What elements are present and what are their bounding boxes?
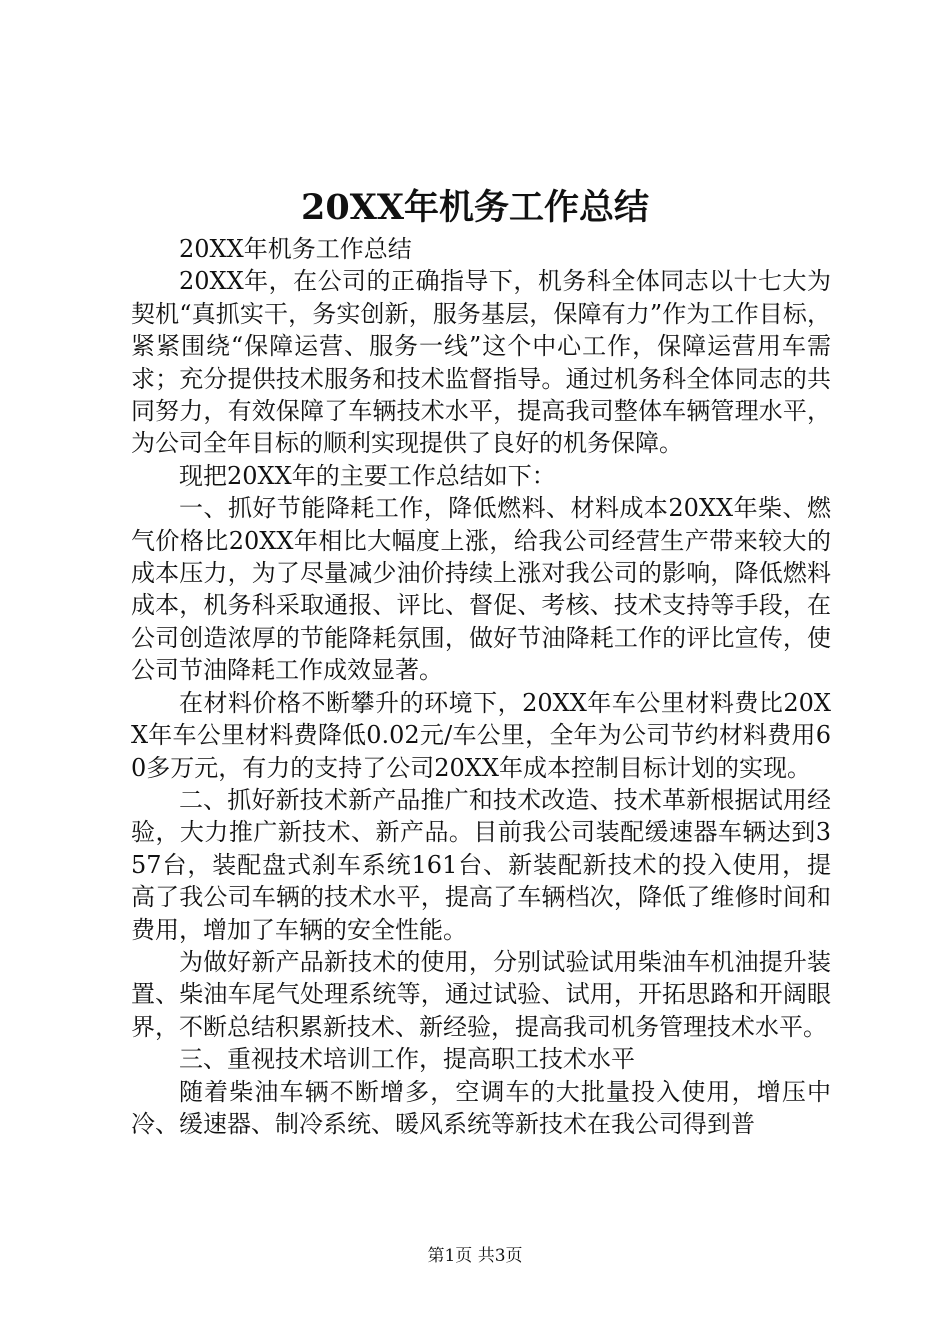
paragraph-section-3: 三、重视技术培训工作，提高职工技术水平 xyxy=(179,1045,635,1074)
paragraph-section-1: 一、抓好节能降耗工作，降低燃料、材料成本20XX年柴、燃气价格比20XX年相比大幅度上涨，给我公司经营生产带来较大的成本压力，为了尽量减少油价持续上涨对我公司的影响，降低燃料成本，机务科采取通报、评比、督促、考核、技术支持等手段，在公司创造浓厚的节能降耗氛围，做好节油降耗工作的评比宣传，使公司节油降耗工作成效显著。 xyxy=(131,494,831,685)
paragraph-new-products: 为做好新产品新技术的使用，分别试验试用柴油车机油提升装置、柴油车尾气处理系统等，通过试验、试用，开拓思路和开阔眼界，不断总结积累新技术、新经验，提高我司机务管理技术水平。 xyxy=(131,947,831,1041)
paragraph-materials: 在材料价格不断攀升的环境下，20XX年车公里材料费比20XX年车公里材料费降低0.02元/车公里，全年为公司节约材料费用60多万元，有力的支持了公司20XX年成本控制目标计划的实现。 xyxy=(131,688,831,782)
paragraph-summary-lead: 现把20XX年的主要工作总结如下： xyxy=(179,461,556,490)
paragraph-section-2: 二、抓好新技术新产品推广和技术改造、技术革新根据试用经验，大力推广新技术、新产品。目前我公司装配缓速器车辆达到357台，装配盘式刹车系统161台、新装配新技术的投入使用，提高了我公司车辆的技术水平，提高了车辆档次，降低了维修时间和费用，增加了车辆的安全性能。 xyxy=(131,785,831,944)
page-footer: 第1页 共3页 xyxy=(427,1246,523,1266)
document-body xyxy=(131,233,831,1140)
paragraph-training: 随着柴油车辆不断增多，空调车的大批量投入使用，增压中冷、缓速器、制冷系统、暖风系统等新技术在我公司得到普 xyxy=(131,1077,831,1138)
paragraph-intro: 20XX年，在公司的正确指导下，机务科全体同志以十七大为契机“真抓实干，务实创新，服务基层，保障有力”作为工作目标，紧紧围绕“保障运营、服务一线”这个中心工作，保障运营用车需求；充分提供技术服务和技术监督指导。通过机务科全体同志的共同努力，有效保障了车辆技术水平，提高我司整体车辆管理水平，为公司全年目标的顺利实现提供了良好的机务保障。 xyxy=(131,267,831,458)
document-title: 20XX年机务工作总结 xyxy=(300,187,650,228)
paragraph-subtitle: 20XX年机务工作总结 xyxy=(179,235,412,263)
